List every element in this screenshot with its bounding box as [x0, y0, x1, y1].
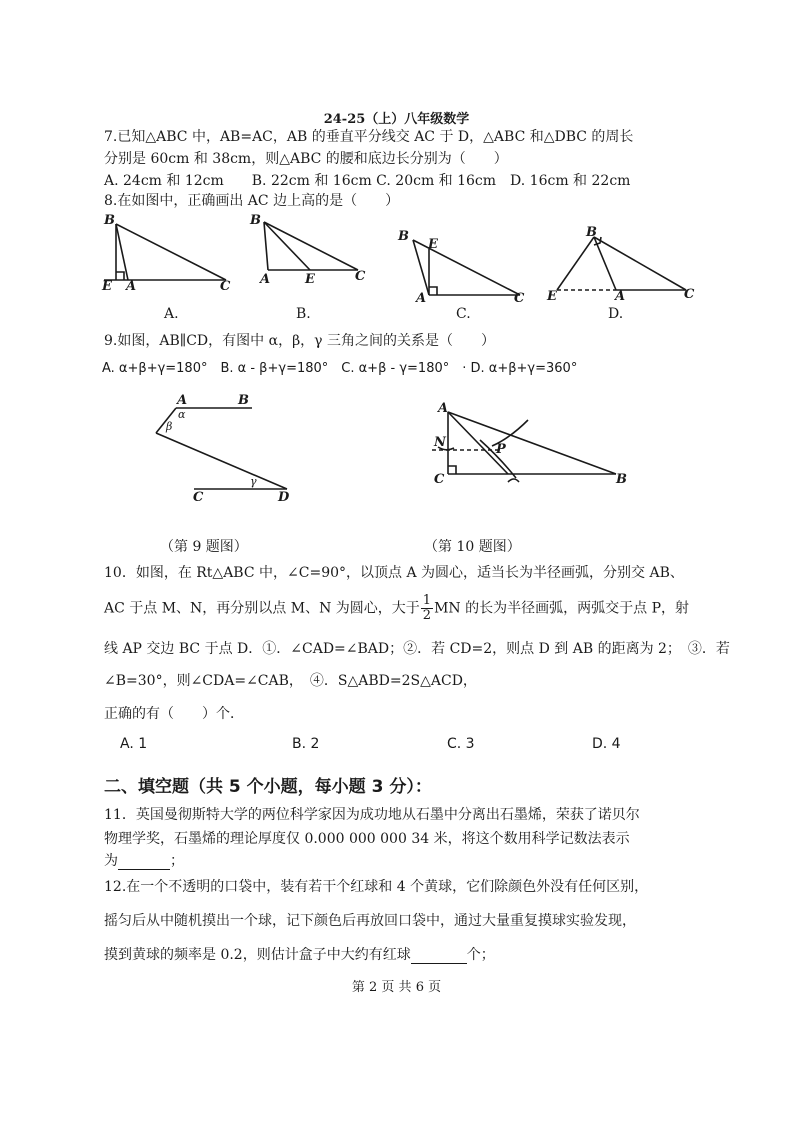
q10-line1: 10．如图，在 Rt△ABC 中，∠C=90°，以顶点 A 为圆心，适当长为半径画弧，分别交 AB、 [104, 565, 684, 581]
q11-line3-end: ； [170, 853, 184, 869]
fig8a-label-A: A [126, 279, 137, 294]
q9-stem: 9.如图，AB∥CD，有图中 α，β，γ 三角之间的关系是（ ） [104, 333, 495, 349]
fig8b-label-C: C [355, 269, 366, 284]
q7-line2: 分别是 60cm 和 38cm，则△ABC 的腰和底边长分别为（ ） [104, 151, 508, 167]
fig10-label-C: C [434, 472, 445, 487]
fig8b-caption: B. [296, 306, 311, 322]
q10-line5: 正确的有（ ）个． [104, 706, 244, 722]
fig8d-label-A: A [615, 289, 626, 304]
fig9-label-D: D [278, 490, 290, 505]
q12-line2: 摇匀后从中随机摸出一个球，记下颜色后再放回口袋中，通过大量重复摸球实验发现， [104, 913, 636, 929]
fig8b-label-A: A [260, 272, 271, 287]
fig8b-label-B: B [250, 213, 261, 228]
fig8b-triangle [264, 222, 358, 270]
page-footer: 第 2 页 共 6 页 [351, 980, 442, 995]
fig9-caption: （第 9 题图） [160, 539, 248, 555]
q12-line3-end: 个； [466, 947, 495, 963]
fig10-caption: （第 10 题图） [424, 539, 521, 555]
q10-line2-end: MN 的长为半径画弧，两弧交于点 P，射 [434, 600, 689, 617]
fig8a-triangle [104, 224, 226, 280]
q12-line1: 12.在一个不透明的口袋中，装有若干个红球和 4 个黄球，它们除颜色外没有任何区别， [104, 879, 649, 895]
fig9-label-C: C [193, 490, 204, 505]
q11-line3-start: 为 [104, 853, 118, 869]
fig9-label-alpha: α [178, 408, 186, 421]
q10-line2-start: AC 于点 M、N，再分别以点 M、N 为圆心，大于 [104, 600, 420, 617]
fig8c-caption: C. [456, 306, 471, 322]
fig8c-label-B: B [398, 229, 409, 244]
q11-line3 [104, 850, 184, 870]
fig8a-label-E: E [102, 279, 112, 294]
q8-stem: 8.在如图中，正确画出 AC 边上高的是（ ） [104, 193, 400, 209]
fig8c-label-A: A [416, 291, 427, 306]
fig9-lines [156, 408, 287, 489]
q10-option-c: C. 3 [447, 736, 475, 752]
q7-options: A. 24cm 和 12cm B. 22cm 和 16cm C. 20cm 和 16cm D. 16cm 和 22cm [104, 173, 631, 189]
section2-title: 二、填空题（共 5 个小题，每小题 3 分）： [104, 777, 432, 797]
fig10-label-A: A [438, 401, 449, 416]
q11-line2: 物理学奖，石墨烯的理论厚度仅 0.000 000 000 34 米，将这个数用科学记数法表示 [104, 831, 630, 847]
q7-line1: 7.已知△ABC 中，AB=AC，AB 的垂直平分线交 AC 于 D，△ABC 和△DBC 的周长 [104, 129, 634, 145]
q10-option-d: D. 4 [592, 736, 621, 752]
fig9-label-beta: β [166, 420, 173, 433]
q10-line3: 线 AP 交边 BC 于点 D．①．∠CAD=∠BAD；②．若 CD=2，则点 D 到 AB 的距离为 2； ③．若 [104, 641, 730, 657]
page-header: 24-25（上）八年级数学 [323, 112, 470, 127]
q11-answer-blank[interactable] [118, 853, 170, 870]
fig8a-caption: A. [164, 306, 179, 322]
fig8d-triangle [557, 237, 686, 290]
fig10-label-P: P [496, 442, 506, 457]
fig8d-label-C: C [684, 287, 695, 302]
fig8d-label-E: E [547, 289, 557, 304]
fig8c-label-C: C [514, 291, 525, 306]
q12-answer-blank[interactable] [411, 947, 467, 964]
fig9-label-A: A [177, 393, 188, 408]
fig8b-label-E: E [305, 272, 315, 287]
fig10-figure [432, 412, 616, 482]
fraction-denominator: 2 [422, 608, 432, 623]
fig8d-caption: D. [608, 306, 624, 322]
q10-option-a: A. 1 [120, 736, 148, 752]
q10-line4: ∠B=30°，则∠CDA=∠CAB， ④．S△ABD=2S△ACD， [104, 673, 477, 689]
q10-option-b: B. 2 [292, 736, 320, 752]
q9-options: A. α+β+γ=180° B. α - β+γ=180° C. α+β - γ=180° · D. α+β+γ=360° [102, 361, 578, 376]
fig10-label-N: N [434, 435, 446, 450]
fig8d-label-B: B [586, 225, 597, 240]
fig8a-label-B: B [104, 213, 115, 228]
q12-line3 [104, 944, 495, 964]
fig9-label-B: B [238, 393, 249, 408]
fig10-label-B: B [616, 472, 627, 487]
q10-line2 [104, 594, 689, 623]
q12-line3-start: 摸到黄球的频率是 0.2，则估计盒子中大约有红球 [104, 947, 411, 963]
fig9-label-gamma: γ [250, 475, 257, 488]
fraction-one-half [421, 594, 433, 623]
fraction-numerator: 1 [422, 593, 432, 608]
fig8a-label-C: C [220, 279, 231, 294]
fig8c-label-E: E [428, 237, 438, 252]
q11-line1: 11．英国曼彻斯特大学的两位科学家因为成功地从石墨中分离出石墨烯，荣获了诺贝尔 [104, 807, 640, 823]
